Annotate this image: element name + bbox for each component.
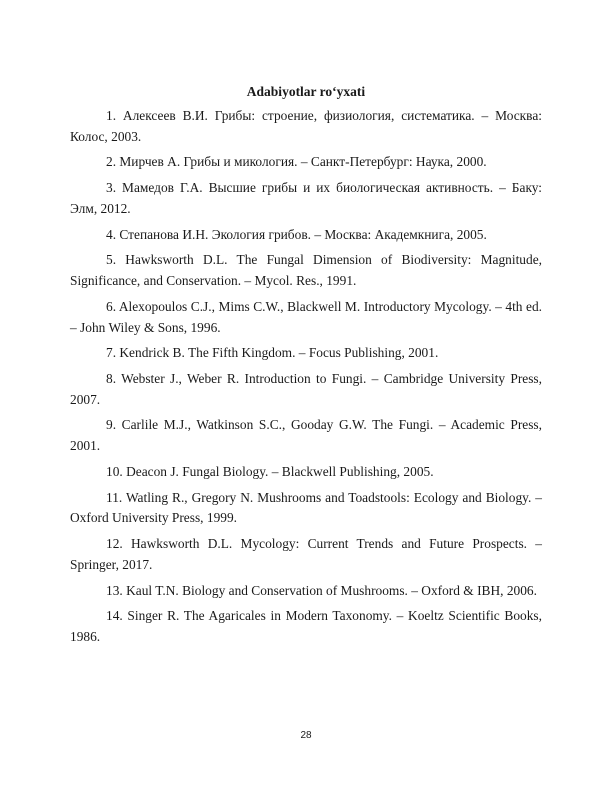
reference-item: 4. Степанова И.Н. Экология грибов. – Москва: Академкнига, 2005. — [106, 226, 487, 242]
reference-list — [70, 106, 542, 653]
reference-item: 9. Carlile M.J., Watkinson S.C., Gooday G.W. The Fungi. – Academic Press, 2001. — [70, 417, 542, 454]
reference-item: 11. Watling R., Gregory N. Mushrooms and Toadstools: Ecology and Biology. – Oxford University Press, 1999. — [70, 489, 542, 526]
reference-item: 12. Hawksworth D.L. Mycology: Current Trends and Future Prospects. – Springer, 2017. — [70, 536, 542, 572]
page-number: 28 — [300, 730, 312, 741]
reference-item: 6. Alexopoulos C.J., Mims C.W., Blackwell M. Introductory Mycology. – 4th ed. – John Wiley & Sons, 1996. — [70, 298, 542, 335]
reference-item: 5. Hawksworth D.L. The Fungal Dimension of Biodiversity: Magnitude, Significance, and Conservation. – Mycol. Res., 1991. — [70, 252, 542, 289]
reference-item: 13. Kaul T.N. Biology and Conservation of Mushrooms. – Oxford & IBH, 2006. — [106, 582, 537, 598]
reference-item: 14. Singer R. The Agaricales in Modern Taxonomy. – Koeltz Scientific Books, 1986. — [70, 608, 542, 645]
reference-item: 8. Webster J., Weber R. Introduction to Fungi. – Cambridge University Press, 2007. — [70, 371, 542, 407]
reference-item: 3. Мамедов Г.А. Высшие грибы и их биологическая активность. – Баку: Элм, 2012. — [70, 180, 542, 216]
reference-item: 10. Deacon J. Fungal Biology. – Blackwell Publishing, 2005. — [106, 463, 434, 479]
reference-item: 1. Алексеев В.И. Грибы: строение, физиология, систематика. – Москва: Колос, 2003. — [70, 108, 542, 144]
bibliography-title: Adabiyotlar ro‘yxati — [246, 84, 366, 99]
reference-item: 2. Мирчев А. Грибы и микология. – Санкт-Петербург: Наука, 2000. — [106, 154, 487, 170]
reference-item: 7. Kendrick B. The Fifth Kingdom. – Focus Publishing, 2001. — [106, 345, 439, 361]
